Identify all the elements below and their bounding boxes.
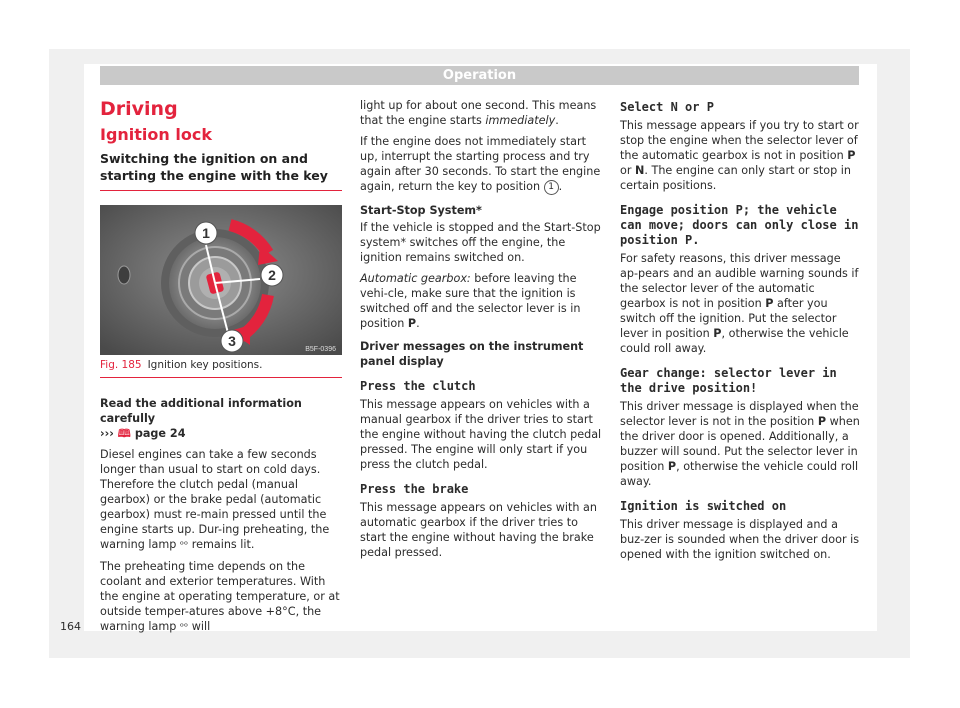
paragraph [100,559,342,635]
paragraph-text: , otherwise the vehicle could roll away. [620,460,859,488]
paragraph-text: light up for about one second. This means that the engine starts [360,99,597,127]
paragraph [360,98,602,128]
paragraph-text: If the engine does not immediately start up, interrupt the starting process and try again after 30 seconds. To start the engine again, return the key to position [360,135,601,193]
paragraph-text: before leaving the vehi-cle, make sure that the ignition is switched off and the selector lever is in position [360,271,581,330]
subsection-title: Switching the ignition on and starting the engine with the key [100,150,342,191]
paragraph-text: This driver message is displayed when the selector lever is not in the position [620,400,859,428]
svg-text:3: 3 [228,333,236,349]
driver-message-title: Ignition is switched on [620,499,787,513]
driver-message-title: Engage position P; the vehicle can move; doors can only close in position P. [620,203,859,247]
figure-code: B5F-0396 [305,346,336,353]
section-header: Operation [100,66,859,85]
paragraph-text: , otherwise the vehicle could roll away. [620,327,849,355]
figure-caption-text: Ignition key positions. [147,359,263,371]
column-1 [100,98,342,641]
position-label: P [667,460,677,473]
paragraph-text: For safety reasons, this driver message ap-pears and an audible warning sounds if the selector lever of the automatic gearbox is not in position [620,252,859,310]
svg-text:1: 1 [202,225,210,241]
figure-caption [100,355,342,378]
position-label: P [847,149,856,162]
subheading: Start-Stop System* [360,203,482,217]
emphasis-text: immediately [485,114,556,127]
chapter-title: Driving [100,98,178,120]
paragraph-text: remains lit. [191,538,255,551]
driver-message-title: Select N or P [620,100,714,114]
driver-message-title: Press the clutch [360,378,476,393]
preheat-warning-lamp-icon: ᵒᵒ [179,622,189,633]
page-reference-link[interactable]: page 24 [134,427,186,440]
svg-text:2: 2 [268,267,276,283]
paragraph-text: . [416,316,420,330]
paragraph-text: . [558,180,563,193]
emphasis-text: Automatic gearbox: [360,271,471,285]
paragraph-text: . The engine can only start or stop in certain positions. [620,164,851,192]
preheat-warning-lamp-icon: ᵒᵒ [179,540,189,551]
paragraph [620,118,862,193]
position-label: N [635,164,645,177]
paragraph-text: The preheating time depends on the coolant and exterior temperatures. With the engine at operating temperature, or at outside temper-atures above +8°C, the warning lamp [100,560,340,633]
column-3 [620,98,862,568]
paragraph: If the vehicle is stopped and the Start-Stop system* switches off the engine, the ignition remains switched on. [360,220,601,264]
callout-1-icon: 1 [544,180,559,195]
paragraph [100,447,342,553]
paragraph [620,399,862,489]
paragraph [360,271,602,331]
ignition-key-figure [100,205,342,355]
paragraph [360,134,602,195]
driver-message-title: Press the brake [360,481,469,496]
ignition-lock-illustration [100,205,342,355]
position-label: P [765,297,774,310]
arrow-icon: ››› [100,427,114,440]
paragraph-text: This message appears if you try to start or stop the engine when the selector lever of the automatic gearbox is not in position [620,119,859,162]
paragraph-text: . [555,114,559,127]
paragraph: This message appears on vehicles with a manual gearbox if the driver tries to start the engine without having the clutch pedal pressed. The engine will only start if you press the clutch pedal. [360,397,602,471]
section-title: Ignition lock [100,125,212,144]
position-label: P [713,327,722,340]
subheading: Driver messages on the instrument panel display [360,339,584,368]
book-icon: 🕮 [117,427,131,440]
page-number: 164 [60,620,81,633]
paragraph [620,251,862,356]
figure-label: Fig. 185 [100,359,142,371]
paragraph-text: will [191,620,211,633]
read-more [100,396,342,441]
paragraph-text: or [620,164,632,177]
paragraph-text: when the driver door is opened. Additionally, a buzzer will sound. Put the selector lever in position [620,415,860,473]
read-more-text: Read the additional information carefully [100,397,302,425]
paragraph-text: after you switch off the ignition. Put the selector lever in position [620,297,837,340]
position-label: P [407,316,417,330]
paragraph-text: Diesel engines can take a few seconds longer than usual to start on cold days. Therefore the clutch pedal (manual gearbox) or the brake pedal (automatic gearbox) must re-main pressed until the engine starts up. Dur-ing preheating, the warning lamp [100,448,330,551]
position-label: P [817,415,827,428]
paragraph: This message appears on vehicles with an automatic gearbox if the driver tries to start the engine without having the brake pedal pressed. [360,500,597,559]
driver-message-title: Gear change: selector lever in the drive position! [620,366,837,395]
column-2 [360,98,602,566]
paragraph: This driver message is displayed and a buz-zer is sounded when the driver door is opened with the ignition switched on. [620,518,860,561]
